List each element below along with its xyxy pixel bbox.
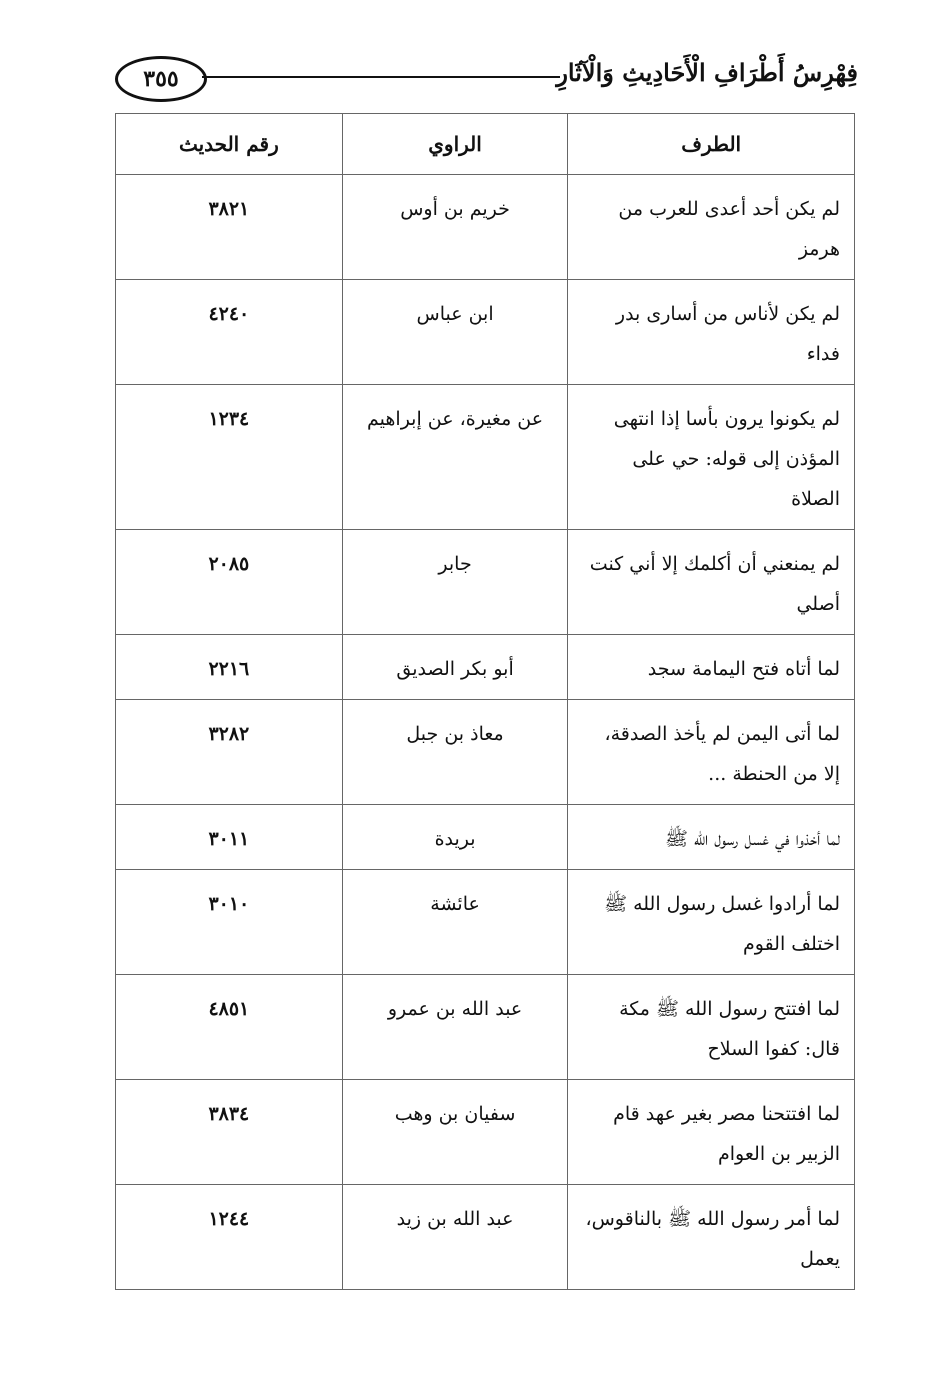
hadith-number-cell: ١٢٣٤ [116,385,343,530]
table-row [116,635,855,700]
table-row [116,175,855,280]
hadith-number-cell: ٣٠١١ [116,805,343,870]
taraf-cell: لم يمنعني أن أكلمك إلا أني كنت أصلي [568,530,855,635]
rawi-cell: عبد الله بن عمرو [342,975,568,1080]
running-title: فِهْرِسُ أَطْرَافِ الْأَحَادِيثِ وَالْآثَارِ [556,58,858,87]
taraf-cell: لما أتى اليمن لم يأخذ الصدقة، إلا من الحنطة ... [568,700,855,805]
table-row [116,870,855,975]
rawi-cell: عن مغيرة، عن إبراهيم [342,385,568,530]
header-rule [202,76,560,78]
hadith-index-table [115,113,855,1290]
taraf-cell: لما أرادوا غسل رسول الله ﷺ اختلف القوم [568,870,855,975]
table-row [116,700,855,805]
table-row [116,385,855,530]
rawi-cell: جابر [342,530,568,635]
hadith-number-cell: ٣٨٢١ [116,175,343,280]
taraf-cell: لم يكن لأناس من أسارى بدر فداء [568,280,855,385]
column-header-number: رقم الحديث [116,114,343,175]
rawi-cell: ابن عباس [342,280,568,385]
hadith-number-cell: ٤٨٥١ [116,975,343,1080]
rawi-cell: عائشة [342,870,568,975]
taraf-cell: لما أمر رسول الله ﷺ بالناقوس، يعمل [568,1185,855,1290]
taraf-cell: لما افتتحنا مصر بغير عهد قام الزبير بن العوام [568,1080,855,1185]
table-row [116,1185,855,1290]
hadith-number-cell: ٣٨٣٤ [116,1080,343,1185]
page-number: ٣٥٥ [115,56,207,102]
hadith-number-cell: ٢٠٨٥ [116,530,343,635]
table-row [116,530,855,635]
table-row [116,1080,855,1185]
rawi-cell: سفيان بن وهب [342,1080,568,1185]
rawi-cell: أبو بكر الصديق [342,635,568,700]
hadith-number-cell: ٣٢٨٢ [116,700,343,805]
rawi-cell: معاذ بن جبل [342,700,568,805]
column-header-rawi: الراوي [342,114,568,175]
taraf-cell: لم يكن أحد أعدى للعرب من هرمز [568,175,855,280]
page-header [110,52,860,106]
table-header-row [116,114,855,175]
hadith-number-cell: ٣٠١٠ [116,870,343,975]
taraf-cell: لما افتتح رسول الله ﷺ مكة قال: كفوا السلاح [568,975,855,1080]
table-row [116,280,855,385]
taraf-cell: لم يكونوا يرون بأسا إذا انتهى المؤذن إلى قوله: حي على الصلاة [568,385,855,530]
taraf-cell: لما أخذوا في غسل رسول الله ﷺ [568,805,855,870]
hadith-number-cell: ٢٢١٦ [116,635,343,700]
taraf-cell: لما أتاه فتح اليمامة سجد [568,635,855,700]
table-row [116,975,855,1080]
hadith-number-cell: ٤٢٤٠ [116,280,343,385]
table-row [116,805,855,870]
rawi-cell: خريم بن أوس [342,175,568,280]
rawi-cell: بريدة [342,805,568,870]
rawi-cell: عبد الله بن زيد [342,1185,568,1290]
column-header-taraf: الطرف [568,114,855,175]
hadith-number-cell: ١٢٤٤ [116,1185,343,1290]
